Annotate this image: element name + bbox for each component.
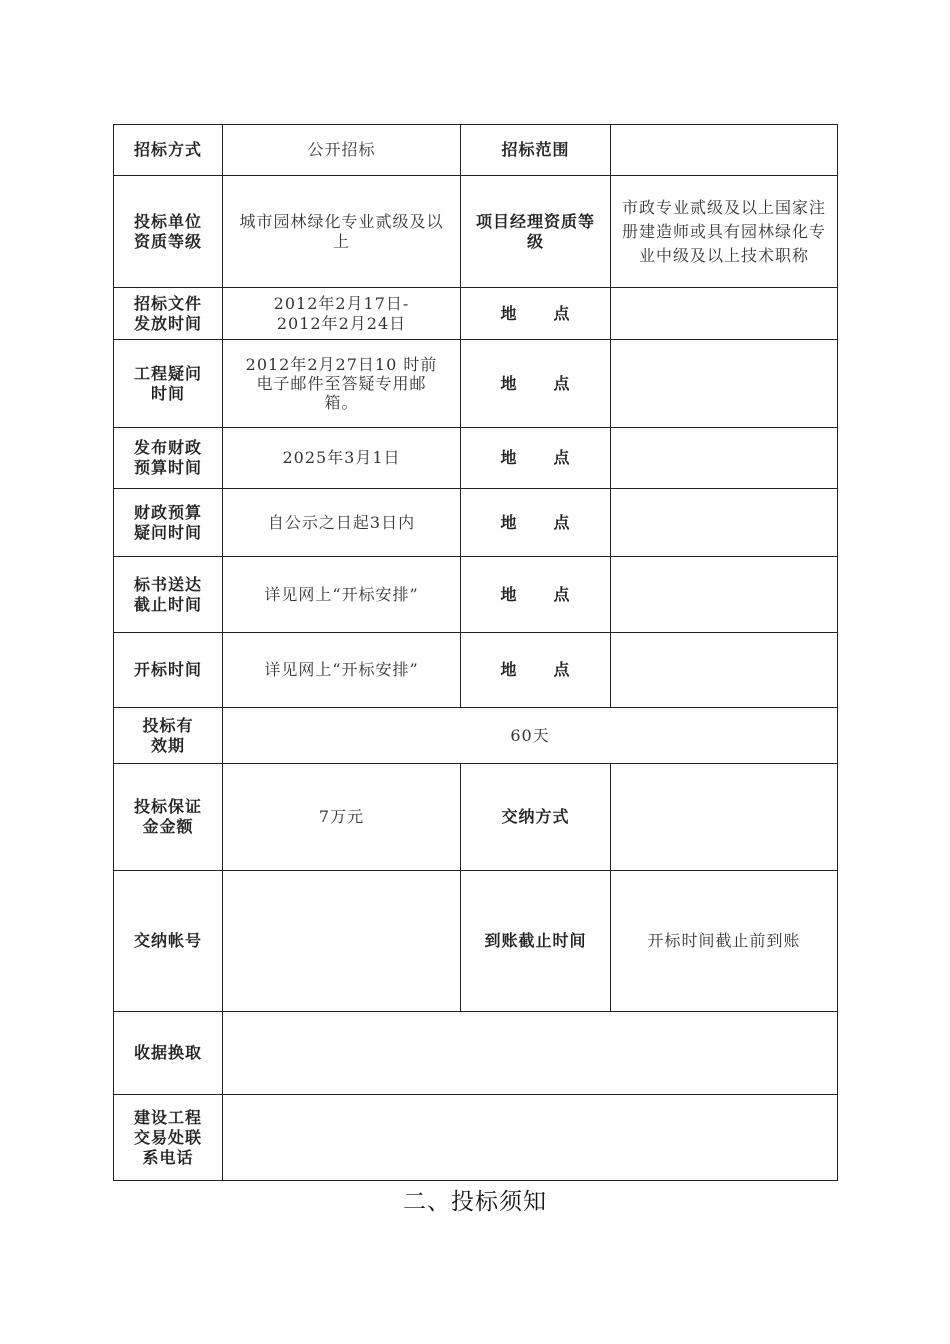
value-submission-deadline: 详见网上“开标安排”	[223, 557, 461, 633]
label-contact-phone: 建设工程交易处联系电话	[114, 1095, 223, 1181]
row-qualification	[114, 176, 838, 288]
label-location	[461, 428, 611, 489]
value-bid-bond: 7万元	[223, 764, 461, 871]
location-char-1: 地	[500, 303, 518, 323]
value-location	[611, 557, 838, 633]
value-bid-method: 公开招标	[223, 125, 461, 176]
label-arrival-deadline: 到账截止时间	[461, 871, 611, 1012]
value-bid-scope	[611, 125, 838, 176]
label-budget-release: 发布财政预算时间	[114, 428, 223, 489]
value-location	[611, 489, 838, 557]
value-budget-query: 自公示之日起3日内	[223, 489, 461, 557]
label-submission-deadline: 标书送达截止时间	[114, 557, 223, 633]
doc-issue-end: 2012年2月24日	[276, 313, 407, 333]
row-budget-query	[114, 489, 838, 557]
label-bid-bond: 投标保证金金额	[114, 764, 223, 871]
row-validity-period	[114, 708, 838, 764]
row-opening-time	[114, 633, 838, 708]
location-char-1: 地	[500, 373, 518, 393]
label-location	[461, 557, 611, 633]
label-receipt-exchange: 收据换取	[114, 1012, 223, 1095]
label-location	[461, 489, 611, 557]
label-bid-scope: 招标范围	[461, 125, 611, 176]
location-char-2: 点	[553, 660, 571, 679]
row-payment-account	[114, 871, 838, 1012]
row-submission-deadline	[114, 557, 838, 633]
value-budget-release: 2025年3月1日	[223, 428, 461, 489]
value-opening-time: 详见网上“开标安排”	[223, 633, 461, 708]
value-arrival-deadline: 开标时间截止前到账	[611, 871, 838, 1012]
label-opening-time: 开标时间	[114, 633, 223, 708]
tender-info-table	[113, 124, 838, 1181]
label-location	[461, 288, 611, 340]
location-char-2: 点	[553, 303, 571, 323]
row-contact-phone	[114, 1095, 838, 1181]
label-doc-issue-time: 招标文件发放时间	[114, 288, 223, 340]
label-payment-method: 交纳方式	[461, 764, 611, 871]
label-budget-query: 财政预算疑问时间	[114, 489, 223, 557]
value-bidder-qualification: 城市园林绿化专业贰级及以上	[223, 176, 461, 288]
value-location	[611, 633, 838, 708]
location-char-1: 地	[500, 448, 518, 467]
location-char-2: 点	[553, 373, 571, 393]
row-bid-method	[114, 125, 838, 176]
label-location	[461, 633, 611, 708]
row-receipt-exchange	[114, 1012, 838, 1095]
value-contact-phone	[223, 1095, 838, 1181]
value-payment-method	[611, 764, 838, 871]
label-bid-method: 招标方式	[114, 125, 223, 176]
row-query-time	[114, 340, 838, 428]
label-bidder-qualification: 投标单位资质等级	[114, 176, 223, 288]
value-location	[611, 428, 838, 489]
label-pm-qualification: 项目经理资质等级	[461, 176, 611, 288]
value-location	[611, 340, 838, 428]
label-location	[461, 340, 611, 428]
label-payment-account: 交纳帐号	[114, 871, 223, 1012]
value-receipt-exchange	[223, 1012, 838, 1095]
value-payment-account	[223, 871, 461, 1012]
label-validity-period: 投标有效期	[114, 708, 223, 764]
location-char-1: 地	[500, 660, 518, 679]
value-validity-period: 60天	[223, 708, 838, 764]
row-budget-release	[114, 428, 838, 489]
row-doc-issue-time	[114, 288, 838, 340]
location-char-2: 点	[553, 448, 571, 467]
location-char-1: 地	[500, 512, 518, 532]
location-char-2: 点	[553, 512, 571, 532]
location-char-2: 点	[553, 584, 571, 604]
row-bid-bond	[114, 764, 838, 871]
value-doc-issue-time	[223, 288, 461, 340]
location-char-1: 地	[500, 584, 518, 604]
section-title: 二、投标须知	[403, 1189, 547, 1215]
value-pm-qualification: 市政专业贰级及以上国家注册建造师或具有园林绿化专业中级及以上技术职称	[611, 176, 838, 288]
value-location	[611, 288, 838, 340]
doc-issue-start: 2012年2月17日-	[273, 293, 410, 313]
label-query-time: 工程疑问时间	[114, 340, 223, 428]
value-query-time: 2012年2月27日10 时前电子邮件至答疑专用邮箱。	[223, 340, 461, 428]
